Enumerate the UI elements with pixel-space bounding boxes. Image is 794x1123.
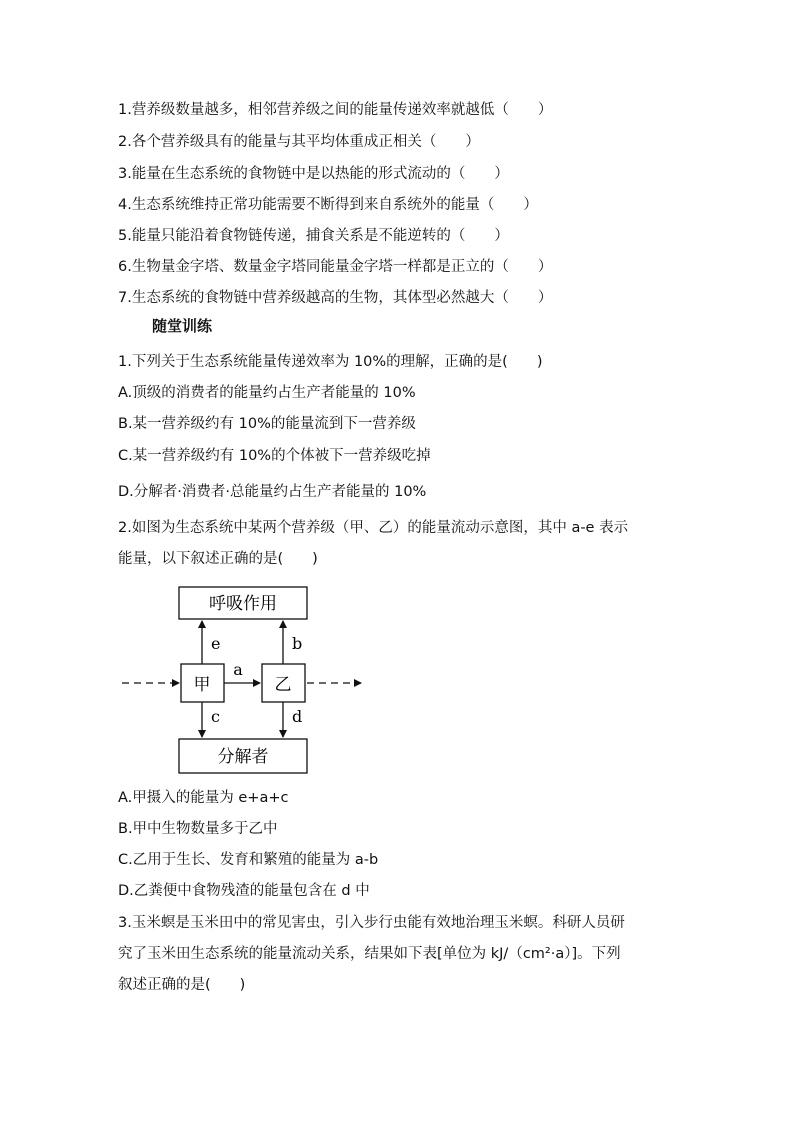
question-2-option-c: C.乙用于生长、发育和繁殖的能量为 a-b (118, 852, 379, 868)
label-b: b (292, 634, 303, 653)
judgement-item-2: 2.各个营养级具有的能量与其平均体重成正相关（ ） (118, 134, 480, 150)
trophic-level-jia-label: 甲 (193, 675, 211, 695)
question-3-line1: 3.玉米螟是玉米田中的常见害虫，引入步行虫能有效地治理玉米螟。科研人员研 (118, 915, 625, 931)
judgement-item-6: 6.生物量金字塔、数量金字塔同能量金字塔一样都是正立的（ ） (118, 259, 553, 275)
question-1-option-b: B.某一营养级约有 10%的能量流到下一营养级 (118, 416, 416, 432)
energy-flow-diagram (118, 585, 368, 779)
respiration-label: 呼吸作用 (209, 594, 277, 614)
question-3-line3: 叙述正确的是( ) (118, 977, 246, 993)
label-c: c (211, 707, 220, 726)
label-a: a (233, 660, 243, 679)
section-title: 随堂训练 (152, 317, 213, 335)
question-2-stem-line2: 能量，以下叙述正确的是( ) (118, 551, 318, 567)
label-d: d (292, 707, 303, 726)
question-2-option-a: A.甲摄入的能量为 e+a+c (118, 790, 289, 806)
trophic-level-yi-label: 乙 (274, 675, 292, 695)
question-1-option-c: C.某一营养级约有 10%的个体被下一营养级吃掉 (118, 448, 431, 464)
question-2-option-b: B.甲中生物数量多于乙中 (118, 821, 278, 837)
judgement-item-7: 7.生态系统的食物链中营养级越高的生物，其体型必然越大（ ） (118, 290, 553, 306)
judgement-item-4: 4.生态系统维持正常功能需要不断得到来自系统外的能量（ ） (118, 197, 538, 213)
question-2-option-d: D.乙粪便中食物残渣的能量包含在 d 中 (118, 883, 370, 899)
question-1-stem: 1.下列关于生态系统能量传递效率为 10%的理解，正确的是( ) (118, 354, 543, 370)
question-3-line2: 究了玉米田生态系统的能量流动关系，结果如下表[单位为 kJ/（cm²·a）]。下列 (118, 946, 621, 962)
question-2-stem-line1: 2.如图为生态系统中某两个营养级（甲、乙）的能量流动示意图，其中 a-e 表示 (118, 520, 629, 536)
label-e: e (211, 634, 221, 653)
question-1-option-a: A.顶级的消费者的能量约占生产者能量的 10% (118, 385, 416, 401)
decomposer-label: 分解者 (217, 747, 269, 767)
judgement-item-1: 1.营养级数量越多，相邻营养级之间的能量传递效率就越低（ ） (118, 102, 553, 118)
question-1-option-d: D.分解者·消费者·总能量约占生产者能量的 10% (118, 484, 427, 500)
judgement-item-3: 3.能量在生态系统的食物链中是以热能的形式流动的（ ） (118, 166, 509, 182)
judgement-item-5: 5.能量只能沿着食物链传递，捕食关系是不能逆转的（ ） (118, 228, 509, 244)
